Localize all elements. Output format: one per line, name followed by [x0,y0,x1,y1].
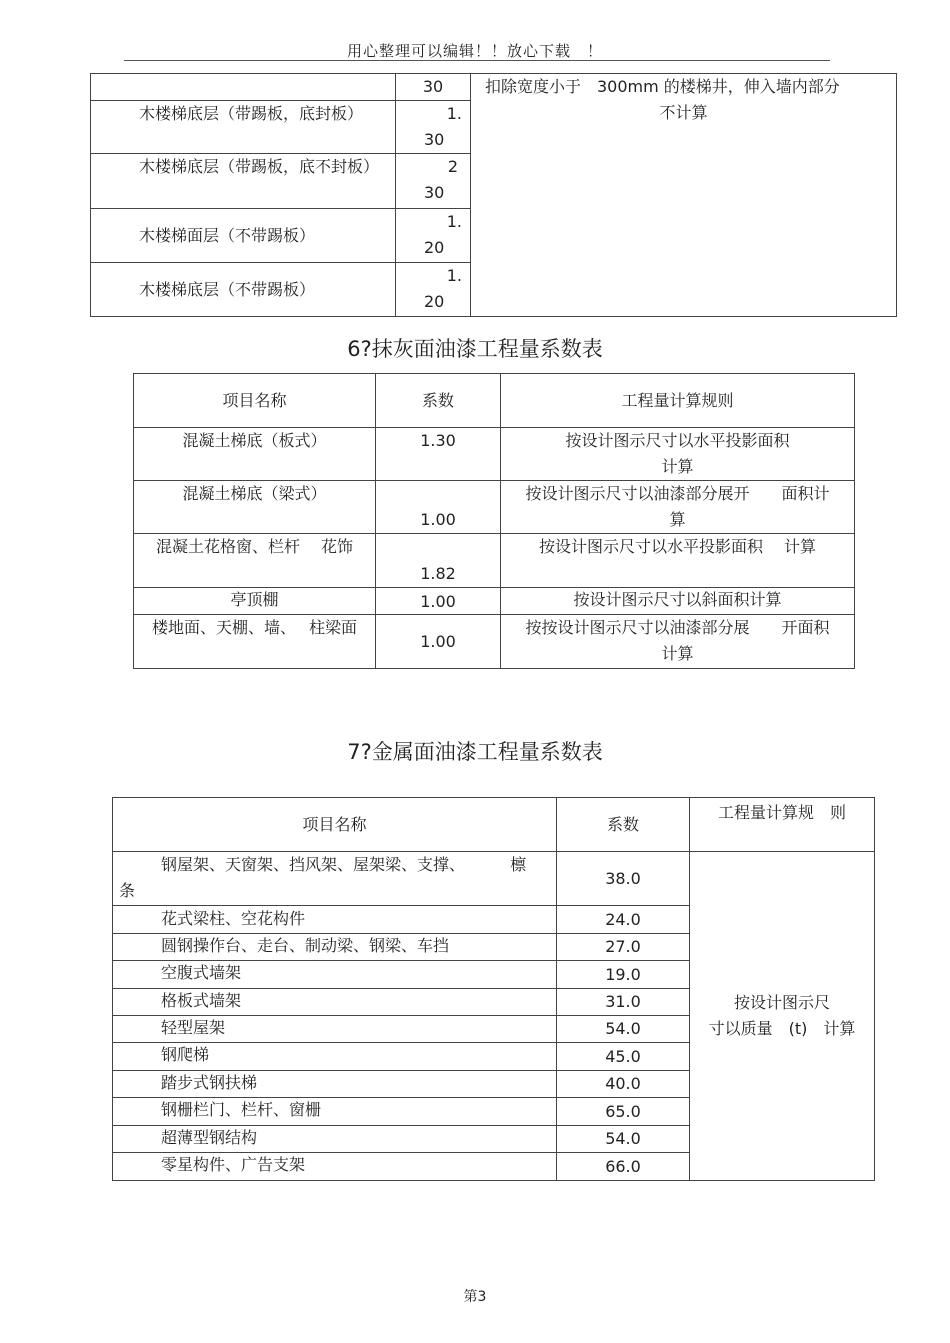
coefficient: 65.0 [557,1098,690,1126]
coefficient: 1.00 [376,481,501,534]
item-name: 格板式墙架 [113,989,557,1016]
coefficient: 1.82 [376,534,501,588]
calc-rule: 扣除宽度小于 300mm 的楼梯井，伸入墙内部分 不计算 [471,74,897,317]
coefficient: 40.0 [557,1071,690,1098]
table-row [91,74,897,101]
coefficient: 1.00 [376,615,501,669]
coefficient: 1. 30 [396,101,471,154]
table-row [113,852,875,906]
item-name: 钢爬梯 [113,1043,557,1071]
coefficient: 1. 20 [396,263,471,317]
section6-title: 6?抹灰面油漆工程量系数表 [347,337,603,361]
item-name: 钢屋架、天窗架、挡风架、屋架梁、支撑、 檩 条 [113,852,557,906]
calc-rule: 按设计图示尺寸以斜面积计算 [501,588,855,615]
item-name [91,74,396,101]
item-name: 零星构件、广告支架 [113,1153,557,1181]
col-header-name: 项目名称 [113,798,557,852]
table-header-row [134,374,855,428]
wood-stair-table [90,73,897,317]
coefficient: 30 [396,74,471,101]
col-header-coef: 系数 [376,374,501,428]
item-name: 钢栅栏门、栏杆、窗栅 [113,1098,557,1126]
coefficient: 27.0 [557,934,690,961]
item-name: 踏步式钢扶梯 [113,1071,557,1098]
item-name: 亭顶棚 [134,588,376,615]
coefficient: 24.0 [557,906,690,934]
table-row [134,588,855,615]
item-name: 混凝土梯底（梁式） [134,481,376,534]
col-header-rule: 工程量计算规则 [501,374,855,428]
page-number: 第3 [463,1289,487,1305]
table-header-row [113,798,875,852]
coefficient: 54.0 [557,1016,690,1043]
coefficient: 54.0 [557,1126,690,1153]
calc-rule: 按按设计图示尺寸以油漆部分展 开面积 计算 [501,615,855,669]
table-row [134,534,855,588]
calc-rule: 按设计图示尺寸以油漆部分展开 面积计 算 [501,481,855,534]
plaster-paint-table [133,373,855,669]
calc-rule: 按设计图示尺寸以水平投影面积 计算 [501,534,855,588]
calc-rule: 按设计图示尺寸以水平投影面积 计算 [501,428,855,481]
coefficient: 1.30 [376,428,501,481]
item-name: 木楼梯面层（不带踢板） [91,209,396,263]
coefficient: 66.0 [557,1153,690,1181]
item-name: 木楼梯底层（带踢板，底封板） [91,101,396,154]
item-name: 混凝土梯底（板式） [134,428,376,481]
item-name: 轻型屋架 [113,1016,557,1043]
header-divider [124,60,830,61]
item-name: 木楼梯底层（不带踢板） [91,263,396,317]
coefficient: 38.0 [557,852,690,906]
item-name: 空腹式墙架 [113,961,557,989]
col-header-name: 项目名称 [134,374,376,428]
metal-paint-table [112,797,875,1181]
item-name: 木楼梯底层（带踢板，底不封板） [91,154,396,209]
coefficient: 2 30 [396,154,471,209]
coefficient: 45.0 [557,1043,690,1071]
item-name: 圆钢操作台、走台、制动梁、钢梁、车挡 [113,934,557,961]
col-header-rule: 工程量计算规 则 [690,798,875,852]
table-row [134,615,855,669]
item-name: 混凝土花格窗、栏杆 花饰 [134,534,376,588]
table-row [134,428,855,481]
table-row [134,481,855,534]
item-name: 花式梁柱、空花构件 [113,906,557,934]
calc-rule: 按设计图示尺 寸以质量 (t) 计算 [690,852,875,1181]
item-name: 超薄型钢结构 [113,1126,557,1153]
coefficient: 1. 20 [396,209,471,263]
coefficient: 31.0 [557,989,690,1016]
item-name: 楼地面、天棚、墙、 柱梁面 [134,615,376,669]
page-header-text: 用心整理可以编辑！！放心下载 ！ [346,42,603,60]
col-header-coef: 系数 [557,798,690,852]
coefficient: 1.00 [376,588,501,615]
coefficient: 19.0 [557,961,690,989]
section7-title: 7?金属面油漆工程量系数表 [347,740,603,764]
